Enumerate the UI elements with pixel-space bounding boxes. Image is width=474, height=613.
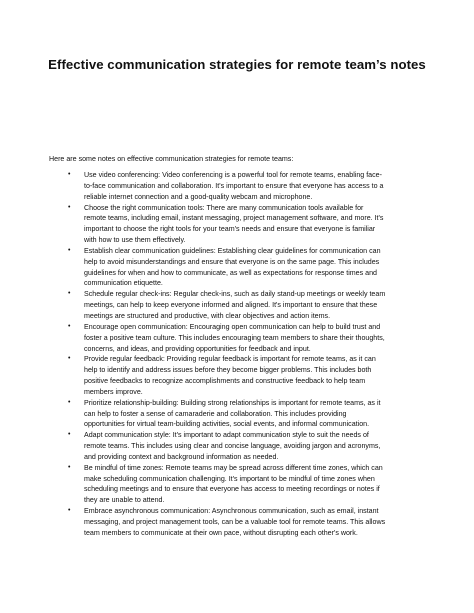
list-item-text-line: communication etiquette. — [84, 279, 163, 288]
intro-paragraph: Here are some notes on effective communication strategies for remote teams: — [49, 155, 294, 163]
list-item-text-line: make scheduling communication challenging. It's important to be mindful of time zones when — [84, 474, 375, 483]
list-item-text-line: Adapt communication style: It's important to adapt communication style to suit the needs of — [84, 431, 369, 440]
list-item-text-line: reliable internet connection and a good-quality webcam and microphone. — [84, 192, 313, 201]
list-item-text-line: scheduling meetings and to ensure that everyone has access to meeting recordings or notes if — [84, 485, 380, 494]
list-item-text-line: team members to communicate at their own pace, without disrupting each other's work. — [84, 528, 358, 537]
bullet-icon: • — [68, 431, 71, 439]
bullet-icon: • — [68, 290, 71, 298]
list-item-text-line: Encourage open communication: Encouraging open communication can help to build trust and — [84, 322, 381, 331]
list-item-text-line: Be mindful of time zones: Remote teams may be spread across different time zones, which can — [84, 463, 383, 472]
list-item-text-line: Schedule regular check-ins: Regular check-ins, such as daily stand-up meetings or weekly team — [84, 290, 386, 299]
list-item-text-line: remote teams. This includes using clear and concise language, avoiding jargon and acronyms, — [84, 442, 381, 451]
list-item — [0, 203, 444, 246]
list-item — [0, 430, 444, 463]
list-item-text-line: Provide regular feedback: Providing regular feedback is important for remote teams, as it can — [84, 355, 376, 364]
list-item-text-line: guidelines for when and how to communicate, as well as expectations for response times and — [84, 268, 377, 277]
list-item-text-line: Use video conferencing: Video conferencing is a powerful tool for remote teams, enabling face- — [84, 171, 382, 179]
notes-list — [0, 170, 474, 539]
bullet-icon: • — [68, 171, 71, 178]
list-item-text-line: help to identify and address issues before they become bigger problems. This includes both — [84, 366, 372, 375]
bullet-icon: • — [68, 398, 71, 406]
list-item-text-line: can help to foster a sense of camaraderie and collaboration. This includes providing — [84, 409, 347, 418]
list-item-text-line: members improve. — [84, 387, 143, 396]
list-item-text-line: messaging, and project management tools, can be a valuable tool for remote teams. This allows — [84, 518, 386, 526]
document-title: Effective communication strategies for remote team’s notes — [48, 57, 426, 72]
list-item-text-line: meetings are structured and productive, with clear objectives and action items. — [84, 311, 331, 320]
list-item — [0, 354, 444, 397]
list-item-text-line: positive feedbacks to recognize accomplishments and constructive feedback to help team — [84, 377, 366, 386]
bullet-icon: • — [68, 322, 71, 330]
bullet-icon: • — [68, 463, 71, 471]
list-item — [0, 506, 444, 539]
list-item-text-line: Establish clear communication guidelines: Establishing clear guidelines for communication can — [84, 246, 381, 255]
list-item-text-line: foster a positive team culture. This includes encouraging team members to share their thoughts, — [84, 333, 385, 342]
bullet-icon: • — [68, 203, 71, 211]
bullet-icon: • — [68, 246, 71, 254]
list-item-text-line: Prioritize relationship-building: Building strong relationships is important for remote teams, as it — [84, 398, 381, 407]
list-item-text-line: meetings, can help to keep everyone informed and aligned. It's important to ensure that these — [84, 301, 378, 310]
list-item-text-line: help to avoid misunderstandings and ensure that everyone is on the same page. This includes — [84, 257, 380, 266]
bullet-icon: • — [68, 507, 71, 515]
list-item — [0, 170, 444, 203]
list-item-text-line: opportunities for virtual team-building activities, social events, and informal communication. — [84, 420, 370, 429]
list-item-text-line: and providing context and background information as needed. — [84, 452, 279, 461]
list-item-text-line: concerns, and ideas, and providing opportunities for feedback and input. — [84, 344, 311, 353]
list-item — [0, 322, 444, 355]
list-item-text-line: Choose the right communication tools: There are many communication tools available for — [84, 203, 364, 212]
list-item — [0, 398, 444, 431]
list-item-text-line: Embrace asynchronous communication: Asynchronous communication, such as email, instant — [84, 507, 379, 516]
list-item — [0, 246, 444, 289]
list-item-text-line: they are unable to attend. — [84, 496, 165, 505]
list-item-text-line: to-face communication and collaboration. It's important to ensure that everyone has access to a — [84, 181, 384, 190]
bullet-icon: • — [68, 355, 71, 363]
list-item-text-line: remote teams, including email, instant messaging, project management software, and more. It's — [84, 214, 384, 223]
list-item-text-line: important to choose the right tools for your team's needs and ensure that everyone is familiar — [84, 225, 376, 234]
list-item — [0, 289, 444, 322]
list-item-text-line: with how to use them effectively. — [84, 236, 186, 245]
list-item — [0, 463, 444, 506]
